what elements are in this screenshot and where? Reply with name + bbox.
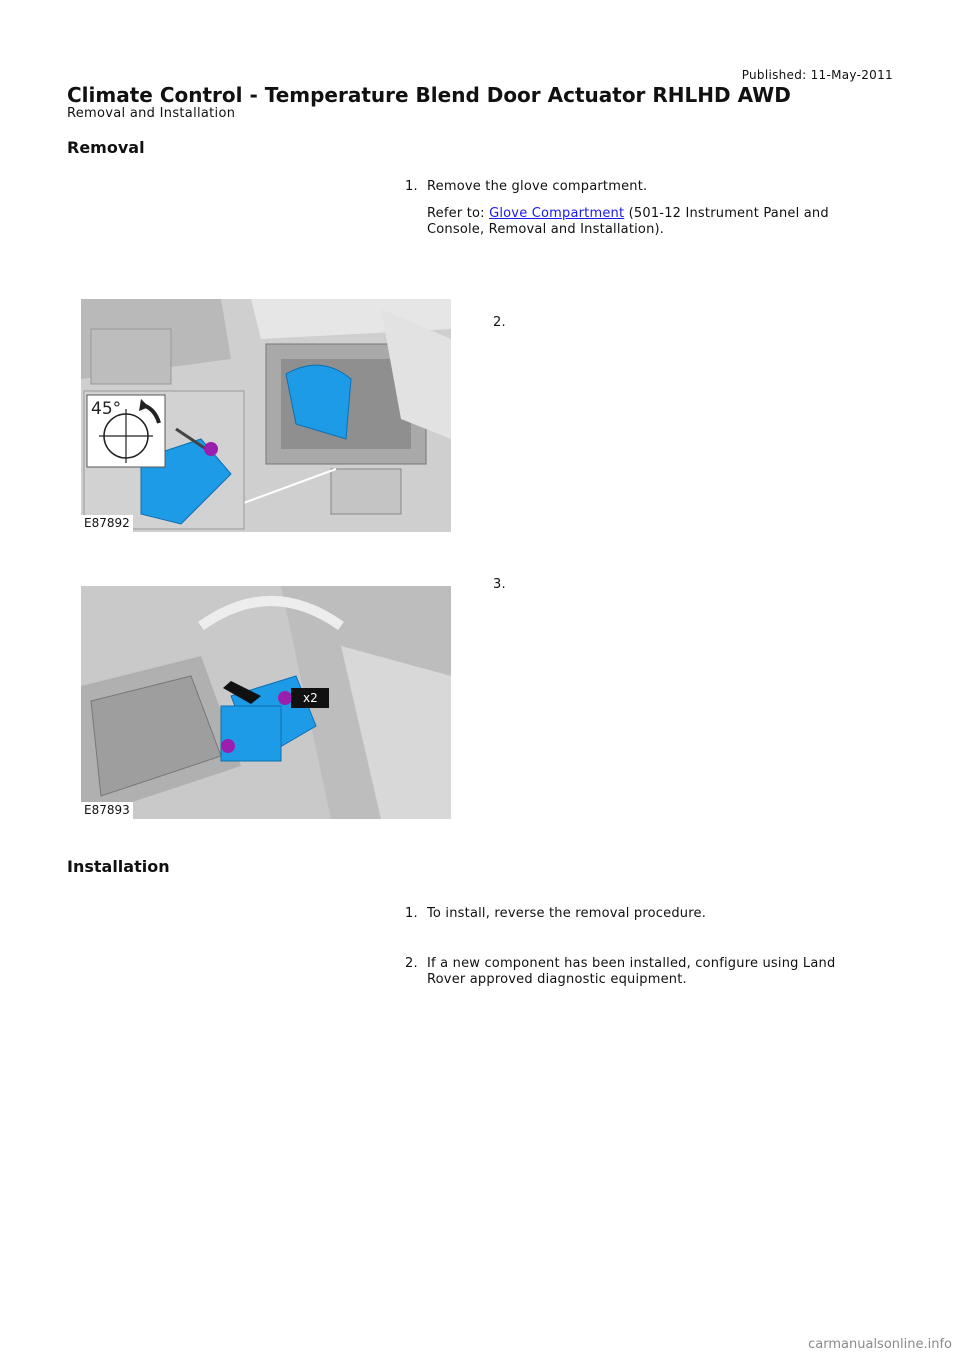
step-text: Remove the glove compartment. — [427, 179, 648, 194]
step-text: To install, reverse the removal procedure. — [427, 906, 707, 921]
figure-code: E87892 — [84, 516, 130, 530]
figure-e87893-illustration — [81, 586, 451, 819]
step-number: 2. — [405, 956, 418, 971]
page-subtitle: Removal and Installation — [67, 106, 236, 121]
watermark: carmanualsonline.info — [808, 1337, 952, 1352]
figure-e87892-illustration — [81, 299, 451, 532]
removal-heading: Removal — [67, 138, 145, 157]
figure-e87893 — [81, 586, 451, 819]
installation-step-2 — [405, 956, 875, 999]
published-date: Published: 11-May-2011 — [741, 68, 893, 82]
page-title: Climate Control - Temperature Blend Door Actuator RHLHD AWD — [67, 83, 791, 107]
step-number: 3. — [493, 577, 506, 592]
refer-suffix: (501-12 Instrument Panel and Console, Removal and Installation). — [427, 206, 829, 237]
step-text: If a new component has been installed, configure using Land Rover approved diagnostic equipment. — [427, 956, 836, 987]
figure-code: E87893 — [84, 803, 130, 817]
step-number: 2. — [493, 315, 506, 330]
step-number: 1. — [405, 179, 418, 194]
removal-step-1 — [405, 179, 875, 249]
installation-step-1 — [405, 906, 875, 933]
figure-e87892 — [81, 299, 451, 532]
glove-compartment-link[interactable]: Glove Compartment — [489, 206, 625, 221]
step-number: 1. — [405, 906, 418, 921]
quantity-label: x2 — [303, 691, 318, 705]
step-reference — [427, 206, 875, 238]
installation-heading: Installation — [67, 857, 170, 876]
angle-label: 45° — [91, 399, 122, 419]
refer-prefix: Refer to: — [427, 206, 490, 221]
